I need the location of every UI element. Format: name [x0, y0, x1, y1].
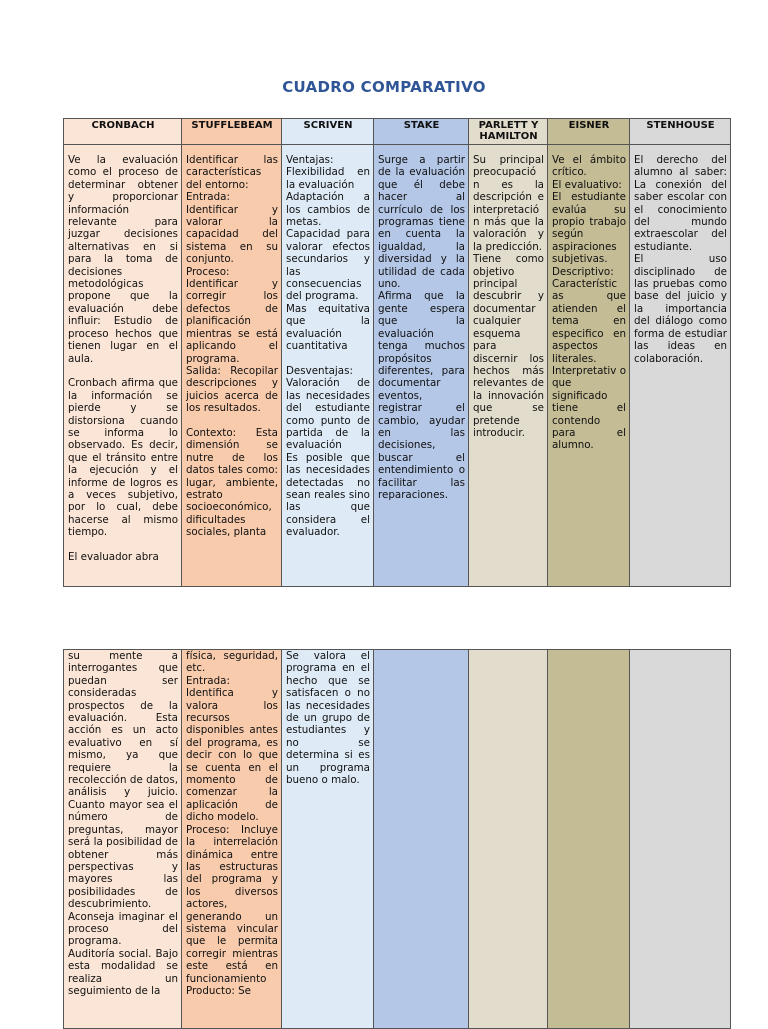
cell-stufflebeam [182, 145, 282, 587]
header-stake: STAKE [374, 119, 469, 145]
cell-stake [374, 145, 469, 587]
header-eisner: EISNER [548, 119, 630, 145]
scriven-paragraph-1: Ventajas: Flexibilidad en la evaluación Adaptación a los cambios de metas. Capacidad para valorar efectos secundarios y las consecuencias del programa. Mas equitativa que la evaluación cuantitativa [286, 154, 370, 353]
document-title: CUADRO COMPARATIVO [282, 78, 486, 96]
cell-stenhouse [630, 145, 731, 587]
stake-text: Surge a partir de la evaluación que él debe hacer al currículo de los programas tiene en cuenta la igualdad, la diversidad y la utilidad de cada uno. Afirma que la gente espera que la evaluación tenga muchos propósitos diferentes, para documentar eventos, registrar el cambio, ayudar en las decisiones, buscar el entendimiento o facilitar las reparaciones. [378, 154, 465, 501]
eisner-text: Ve el ámbito crítico. El evaluativo: El estudiante evalúa su propio trabajo según aspiraciones subjetivas. Descriptivo: Característic as que atienden el tema en especifico en aspectos literales. Interpretativ o que significado tiene el contendo para el alumno. [552, 154, 626, 452]
stufflebeam-paragraph-1: Identificar las características del entorno: Entrada: Identificar y valorar la capacidad del sistema en su conjunto. Proceso: Identificar y corregir los defectos de planificación mientras se está aplicando el programa. Salida: Recopilar descripciones y juicios acerca de los resultados. [186, 154, 278, 415]
scriven-paragraph-2: Desventajas: Valoración de las necesidades del estudiante como punto de partida de la evaluación Es posible que las necesidades detectadas no sean reales sino las que considera el evaluador. [286, 364, 370, 539]
stufflebeam-continued-text: física, seguridad, etc. Entrada: Identifica y valora los recursos disponibles antes del programa, es decir con lo que se cuenta en el momento de comenzar la aplicación de dicho modelo. Proceso: Incluye la interrelación dinámica entre las estructuras del programa y los diversos actores, generando un sistema vincular que le permita corregir mientras este está en funcionamiento Producto: Se [186, 650, 278, 997]
scriven-continued-text: Se valora el programa en el hecho que se satisfacen o no las necesidades de un grupo de estudiantes y no se determina si es un programa bueno o malo. [286, 650, 370, 787]
cell-parlett-hamilton [469, 145, 548, 587]
header-scriven: SCRIVEN [282, 119, 374, 145]
cell-cronbach-continued [64, 650, 182, 1029]
comparison-table-page-1 [63, 118, 731, 587]
cell-eisner-continued [548, 650, 630, 1029]
header-row [64, 119, 731, 145]
content-row-continued [64, 650, 731, 1029]
header-stufflebeam: STUFFLEBEAM [182, 119, 282, 145]
header-stenhouse: STENHOUSE [630, 119, 731, 145]
cronbach-continued-text: su mente a interrogantes que puedan ser consideradas prospectos de la evaluación. Esta acción es un acto evaluativo en sí mismo, ya que requiere la recolección de datos, análisis y juicio. Cuanto mayor sea el número de preguntas, mayor será la posibilidad de obtener más perspectivas y mayores las posibilidades de descubrimiento. Aconseja imaginar el proceso del programa. Auditoría social. Bajo esta modalidad se realiza un seguimiento de la [68, 650, 178, 997]
cronbach-paragraph-2: Cronbach afirma que la información se pierde y se distorsiona cuando se informa lo observado. Es decir, que el tránsito entre la ejecución y el informe de logros es a veces subjetivo, por lo cual, debe hacerse al mismo tiempo. [68, 377, 178, 539]
cell-cronbach [64, 145, 182, 587]
cell-stufflebeam-continued [182, 650, 282, 1029]
header-parlett-hamilton: PARLETT Y HAMILTON [469, 119, 548, 145]
stenhouse-text: El derecho del alumno al saber: La conexión del saber escolar con el conocimiento del mundo extraescolar del estudiante. El uso disciplinado de las pruebas como base del juicio y la importancia del diálogo como forma de estudiar las ideas en colaboración. [634, 154, 727, 365]
cell-parlett-hamilton-continued [469, 650, 548, 1029]
content-row [64, 145, 731, 587]
parlett-text: Su principal preocupació n es la descripción e interpretació n más que la valoración y la predicción. Tiene como objetivo principal descubrir y documentar cualquier esquema para discernir los hechos más relevantes de la innovación que se pretende introducir. [473, 154, 544, 439]
stufflebeam-paragraph-2: Contexto: Esta dimensión se nutre de los datos tales como: lugar, ambiente, estrato socioeconómico, dificultades sociales, planta [186, 426, 278, 539]
cell-stake-continued [374, 650, 469, 1029]
comparison-table-page-2 [63, 649, 731, 1029]
cell-eisner [548, 145, 630, 587]
cell-scriven [282, 145, 374, 587]
cell-stenhouse-continued [630, 650, 731, 1029]
cronbach-paragraph-1: Ve la evaluación como el proceso de determinar obtener y proporcionar información relevante para juzgar decisiones alternativas en si para la toma de decisiones metodológicas propone que la evaluación debe influir: Estudio de proceso hechos que tienen lugar en el aula. [68, 154, 178, 365]
cronbach-paragraph-3: El evaluador abra [68, 550, 159, 563]
cell-scriven-continued [282, 650, 374, 1029]
header-cronbach: CRONBACH [64, 119, 182, 145]
